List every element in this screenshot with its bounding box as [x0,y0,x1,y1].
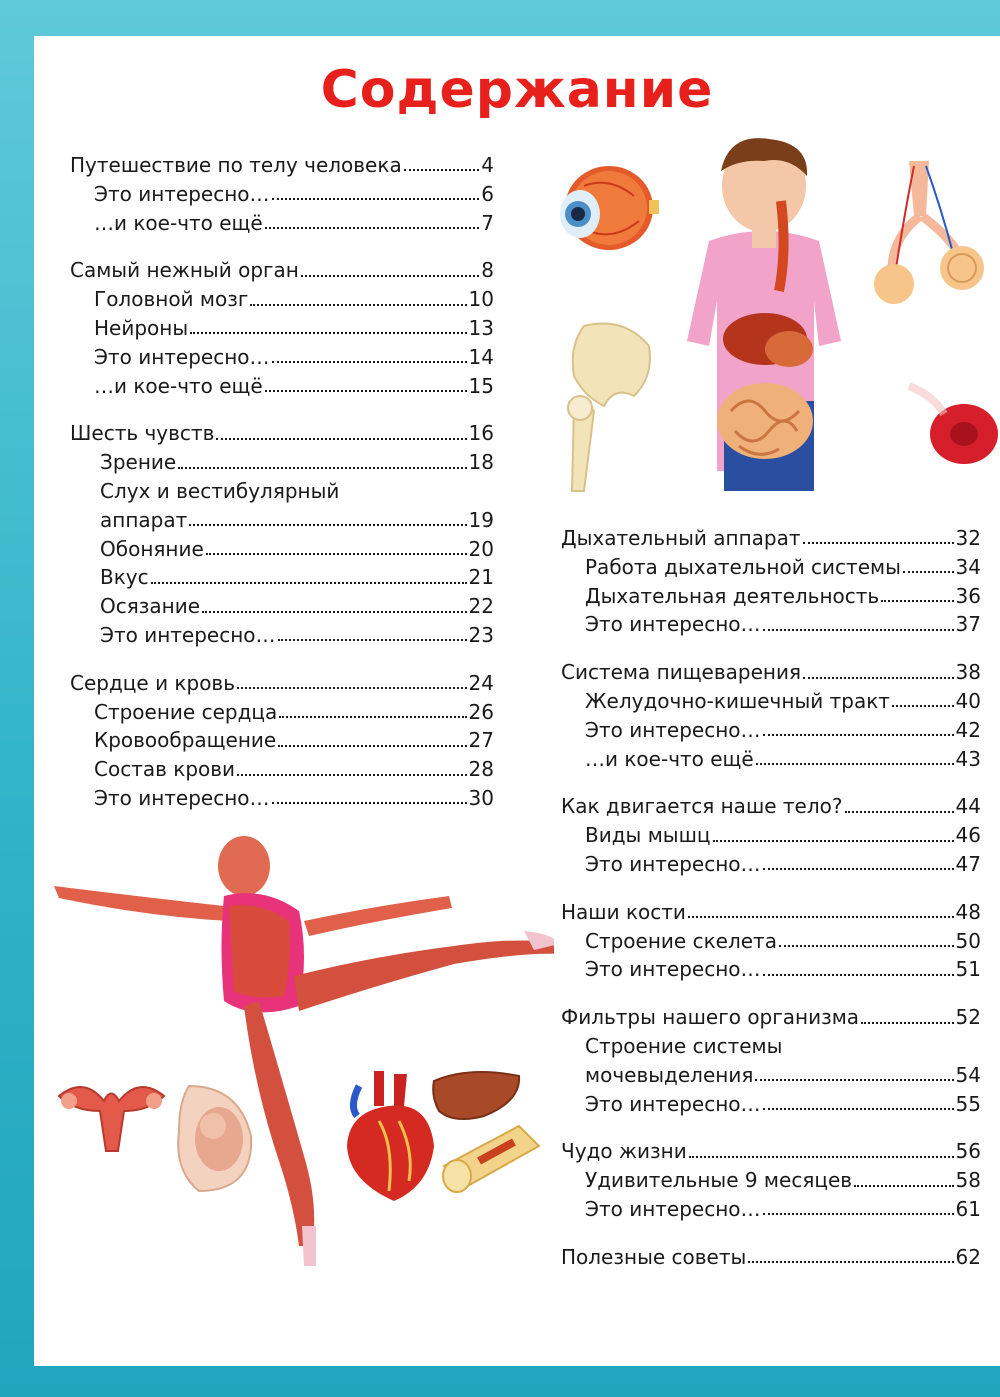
toc-entry[interactable] [70,755,494,784]
red-blood-cell-illustration [904,376,1000,476]
toc-entry[interactable] [561,687,981,716]
toc-section [561,1243,981,1272]
toc-entry-label: Чудо жизни [561,1139,687,1164]
toc-entry[interactable] [70,784,494,813]
toc-entry[interactable] [70,506,494,535]
toc-entry[interactable] [70,314,494,343]
toc-entry[interactable] [70,535,494,564]
toc-section [561,898,981,984]
toc-section-heading[interactable] [561,658,981,687]
toc-entry[interactable] [561,850,981,879]
toc-section-heading[interactable] [70,669,494,698]
toc-entry-label: Осязание [100,594,201,619]
toc-section [70,419,494,649]
toc-section [70,669,494,813]
dot-leader [278,745,466,747]
toc-entry-label: Шесть чувств [70,421,215,446]
toc-entry[interactable] [70,477,494,506]
dot-leader [779,945,954,947]
toc-entry-label: Строение скелета [585,928,777,953]
toc-entry-label: Это интересно… [585,851,761,876]
dot-leader [404,169,480,171]
toc-page-number: 55 [955,1091,981,1116]
pelvis-bone-illustration [554,316,664,496]
toc-page-number: 23 [468,622,494,647]
dot-leader [881,600,953,602]
heart-illustration [339,1066,439,1206]
toc-entry[interactable] [561,955,981,984]
toc-entry-label: Дыхательная деятельность [585,583,880,608]
toc-section [70,151,494,237]
toc-page-number: 7 [481,210,494,235]
toc-entry[interactable] [561,553,981,582]
dot-leader [151,582,467,584]
dot-leader [845,811,954,813]
eye-illustration [554,156,659,256]
dot-leader [272,361,467,363]
dot-leader [206,553,467,555]
toc-entry-label: Это интересно… [585,957,761,982]
toc-entry[interactable] [70,448,494,477]
toc-entry-label: Зрение [100,450,177,475]
toc-section-heading[interactable] [561,792,981,821]
toc-entry-label: Фильтры нашего организма [561,1005,860,1030]
toc-entry-label: Система пищеварения [561,660,801,685]
dot-leader [237,774,467,776]
toc-page-number: 13 [468,315,494,340]
toc-entry-label: Дыхательный аппарат [561,526,801,550]
toc-entry-label: Это интересно… [585,717,761,742]
toc-section-heading[interactable] [70,419,494,448]
toc-right-column [561,524,981,1272]
toc-entry-label: …и кое-что ещё [94,210,263,235]
dot-leader [763,734,954,736]
toc-section-heading[interactable] [561,898,981,927]
toc-section [561,792,981,878]
toc-entry-label: Состав крови [94,757,236,782]
toc-page-number: 40 [955,688,981,713]
toc-entry[interactable] [561,1090,981,1119]
digestive-system-boy-illustration [669,131,859,501]
dot-leader [763,868,954,870]
dot-leader [190,332,466,334]
toc-entry[interactable] [70,180,494,209]
dot-leader [278,639,467,641]
toc-entry[interactable] [561,716,981,745]
toc-page-number: 24 [468,670,494,695]
toc-entry-label: Это интересно… [585,612,761,637]
toc-page-number: 14 [468,344,494,369]
uterus-illustration [54,1076,169,1156]
toc-entry-label: Наши кости [561,899,686,924]
toc-page-number: 16 [468,421,494,446]
toc-entry-label: Удивительные 9 месяцев [585,1168,853,1193]
toc-section-heading[interactable] [561,1243,981,1272]
dot-leader [272,198,480,200]
toc-section-heading[interactable] [561,1003,981,1032]
toc-entry-label: мочевыделения [585,1062,754,1087]
toc-page-number: 37 [955,612,981,637]
toc-page-number: 18 [468,450,494,475]
toc-entry-label: Виды мышц [585,823,711,848]
toc-entry-label: Строение системы [585,1033,783,1058]
toc-section-heading[interactable] [70,151,494,180]
toc-page-number: 46 [955,823,981,848]
dot-leader [216,438,466,440]
toc-page-number: 54 [955,1062,981,1087]
dot-leader [265,390,467,392]
dot-leader [265,227,480,229]
toc-page-number: 22 [468,594,494,619]
toc-entry-label: Это интересно… [94,344,270,369]
toc-page-number: 56 [955,1139,981,1164]
dot-leader [250,304,466,306]
toc-page-number: 38 [955,660,981,685]
dot-leader [861,1022,953,1024]
dot-leader [763,974,954,976]
dot-leader [803,542,954,544]
toc-page-number: 26 [468,699,494,724]
dot-leader [689,1156,954,1158]
toc-page-number: 20 [468,536,494,561]
dot-leader [892,705,954,707]
toc-page-number: 28 [468,757,494,782]
toc-page-number: 43 [955,746,981,771]
toc-entry[interactable] [561,582,981,611]
toc-section [561,1003,981,1118]
toc-section-heading[interactable] [561,524,981,553]
toc-entry[interactable] [561,927,981,956]
toc-page-number: 19 [468,507,494,532]
toc-page-number: 58 [955,1168,981,1193]
toc-page-number: 8 [481,258,494,283]
toc-entry[interactable] [70,209,494,238]
toc-entry[interactable] [70,563,494,592]
toc-page-number: 34 [955,554,981,579]
toc-entry-label: …и кое-что ещё [94,373,263,398]
toc-entry-label: Нейроны [94,315,189,340]
toc-page-number: 51 [955,957,981,982]
dot-leader [755,1079,953,1081]
dot-leader [279,716,466,718]
toc-page-number: 42 [955,717,981,742]
dot-leader [748,1261,953,1263]
toc-entry[interactable] [561,1061,981,1090]
toc-entry-label: Обоняние [100,536,204,561]
lungs-alveoli-illustration [864,156,994,306]
toc-entry-label: аппарат [100,507,188,532]
ballerina-muscles-illustration [54,826,554,1266]
dot-leader [237,687,467,689]
toc-entry-label: Как двигается наше тело? [561,794,843,819]
toc-entry-label: Строение сердца [94,699,278,724]
toc-entry-label: Полезные советы [561,1244,747,1269]
toc-section [561,524,981,639]
toc-page-number: 48 [955,899,981,924]
toc-entry[interactable] [70,372,494,401]
dot-leader [178,467,466,469]
toc-entry[interactable] [70,592,494,621]
toc-entry-label: Головной мозг [94,287,249,312]
dot-leader [202,611,467,613]
toc-page-number: 44 [955,794,981,819]
toc-page-number: 30 [468,785,494,810]
toc-entry-label: Самый нежный орган [70,258,299,283]
dot-leader [803,677,954,679]
dot-leader [756,763,954,765]
toc-entry-label: Это интересно… [94,785,270,810]
toc-page-number: 62 [955,1244,981,1269]
toc-page-number: 21 [468,565,494,590]
toc-entry[interactable] [561,1032,981,1061]
toc-entry[interactable] [70,343,494,372]
toc-page-number: 36 [955,583,981,608]
dot-leader [189,524,466,526]
toc-page-number: 10 [468,287,494,312]
toc-entry-label: Желудочно-кишечный тракт [585,688,890,713]
toc-section [561,1137,981,1223]
toc-page-number: 32 [955,526,981,550]
toc-section-heading[interactable] [561,1137,981,1166]
toc-entry[interactable] [561,821,981,850]
dot-leader [301,275,479,277]
toc-entry[interactable] [561,1166,981,1195]
book-page [34,36,1000,1366]
toc-page-number: 52 [955,1005,981,1030]
toc-entry-label: Сердце и кровь [70,670,236,695]
toc-entry[interactable] [70,621,494,650]
dot-leader [763,1213,954,1215]
toc-entry[interactable] [561,745,981,774]
bone-cross-section-illustration [439,1116,544,1196]
fetus-illustration [169,1081,259,1196]
dot-leader [903,571,954,573]
toc-entry-label: Путешествие по телу человека [70,153,402,177]
toc-left-column [70,151,494,813]
toc-page-number: 61 [955,1196,981,1221]
toc-page-number: 15 [468,373,494,398]
dot-leader [272,802,467,804]
toc-section-heading[interactable] [70,256,494,285]
toc-entry-label: …и кое-что ещё [585,746,754,771]
toc-entry[interactable] [561,1195,981,1224]
toc-entry-label: Работа дыхательной системы [585,554,901,579]
toc-entry-label: Это интересно… [585,1091,761,1116]
toc-page-number: 47 [955,851,981,876]
dot-leader [763,629,954,631]
toc-section [70,256,494,400]
page-title: Содержание [320,60,714,120]
toc-page-number: 50 [955,928,981,953]
toc-page-number: 4 [481,153,494,177]
dot-leader [688,916,954,918]
toc-entry[interactable] [70,726,494,755]
toc-entry-label: Вкус [100,565,149,590]
toc-entry-label: Кровообращение [94,728,277,753]
toc-entry-label: Слух и вестибулярный [100,478,340,503]
dot-leader [854,1185,953,1187]
toc-entry-label: Это интересно… [94,181,270,206]
toc-page-number: 27 [468,728,494,753]
dot-leader [713,840,954,842]
toc-entry-label: Это интересно… [100,622,276,647]
dot-leader [763,1108,954,1110]
toc-entry-label: Это интересно… [585,1196,761,1221]
toc-entry[interactable] [70,285,494,314]
toc-section [561,658,981,773]
toc-entry[interactable] [70,698,494,727]
toc-entry[interactable] [561,610,981,639]
toc-page-number: 6 [481,181,494,206]
